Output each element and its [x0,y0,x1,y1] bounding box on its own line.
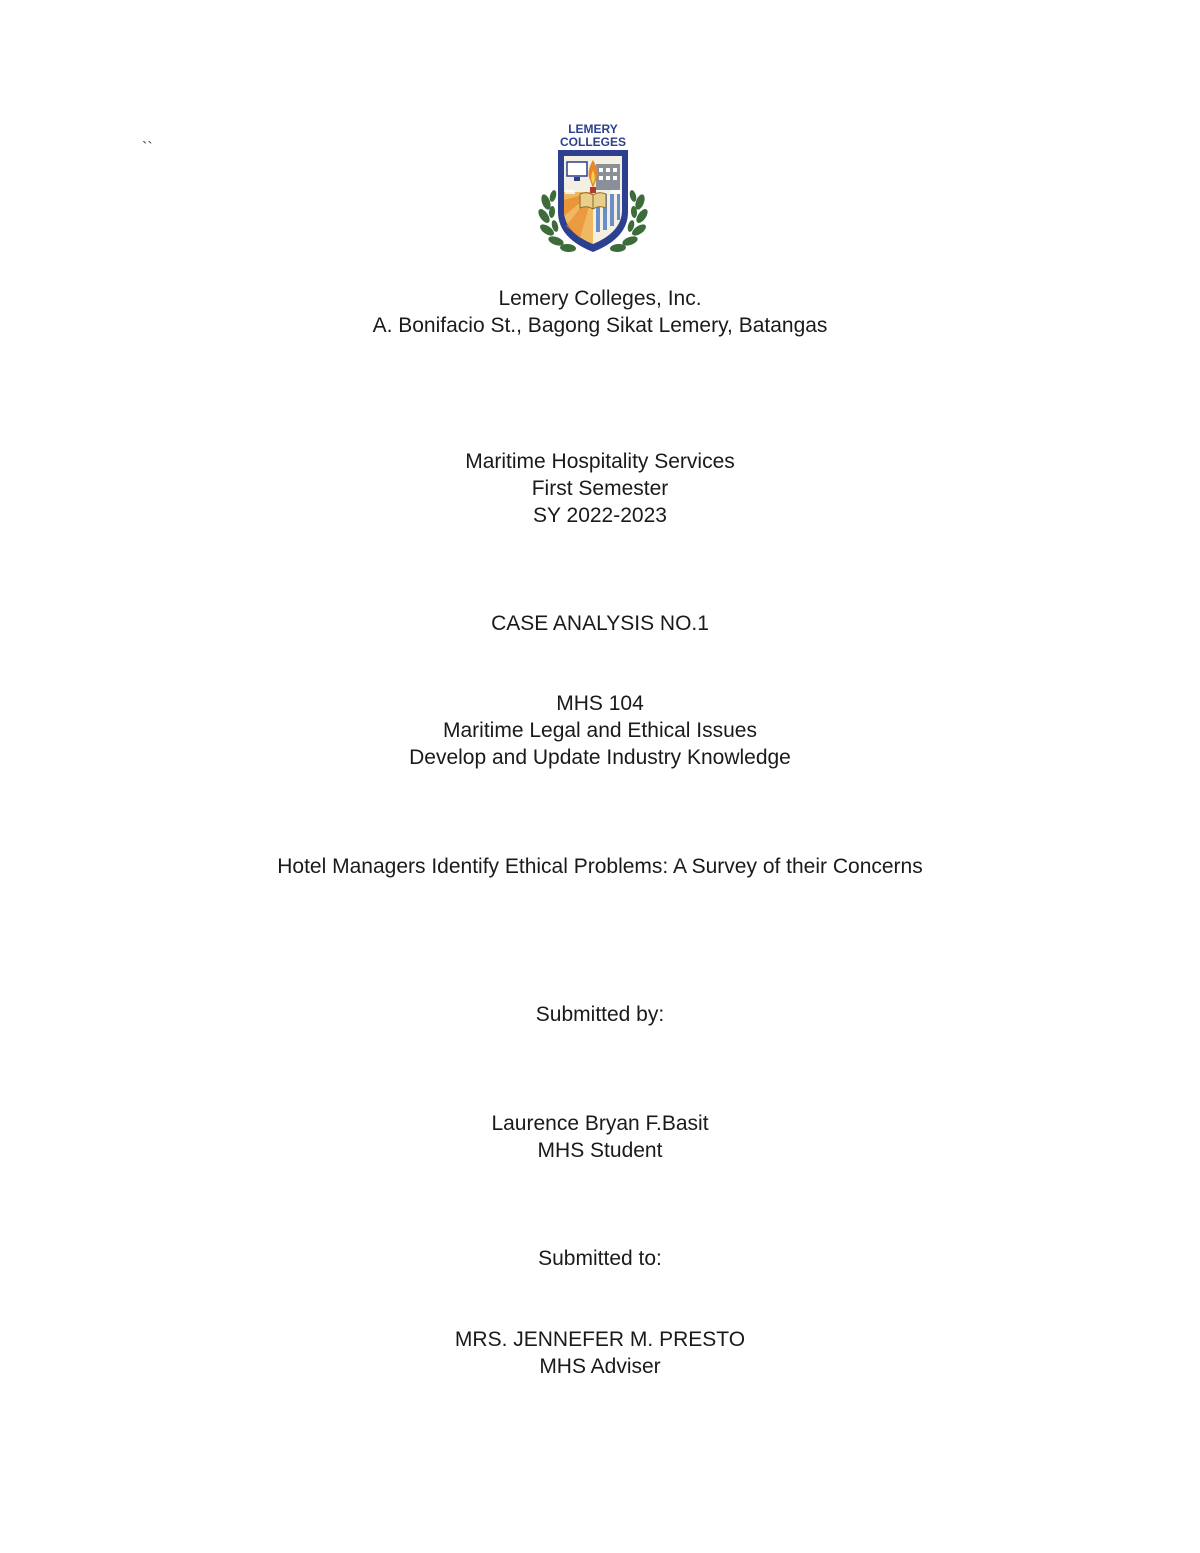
student-block [0,1110,1200,1164]
program-block [0,448,1200,529]
course-title: Maritime Legal and Ethical Issues [443,719,757,742]
logo-text-line2: COLLEGES [559,135,627,149]
course-code: MHS 104 [556,692,644,715]
adviser-role: MHS Adviser [539,1355,661,1378]
course-block [0,690,1200,771]
lemery-colleges-logo [536,120,650,260]
institution-block [0,285,1200,339]
semester: First Semester [531,477,669,500]
logo-text-line1: LEMERY [568,122,618,136]
institution-name: Lemery Colleges, Inc. [498,287,702,310]
school-year: SY 2022-2023 [533,504,667,527]
submitted-by-block [0,1001,1200,1028]
adviser-block [0,1326,1200,1380]
stray-mark: `` [142,140,153,157]
topic-block [0,853,1200,880]
topic-title: Hotel Managers Identify Ethical Problems: A Survey of their Concerns [277,855,923,878]
case-title-text: CASE ANALYSIS NO.1 [491,612,709,635]
submitted-to-block [0,1245,1200,1272]
student-role: MHS Student [537,1139,663,1162]
case-title [0,610,1200,637]
submitted-by-label: Submitted by: [535,1003,665,1026]
student-name: Laurence Bryan F.Basit [491,1112,709,1135]
submitted-to-label: Submitted to: [538,1247,662,1270]
program-name: Maritime Hospitality Services [465,450,735,473]
course-subtitle: Develop and Update Industry Knowledge [409,746,791,769]
institution-address: A. Bonifacio St., Bagong Sikat Lemery, Batangas [372,314,828,337]
adviser-name: MRS. JENNEFER M. PRESTO [454,1328,746,1351]
